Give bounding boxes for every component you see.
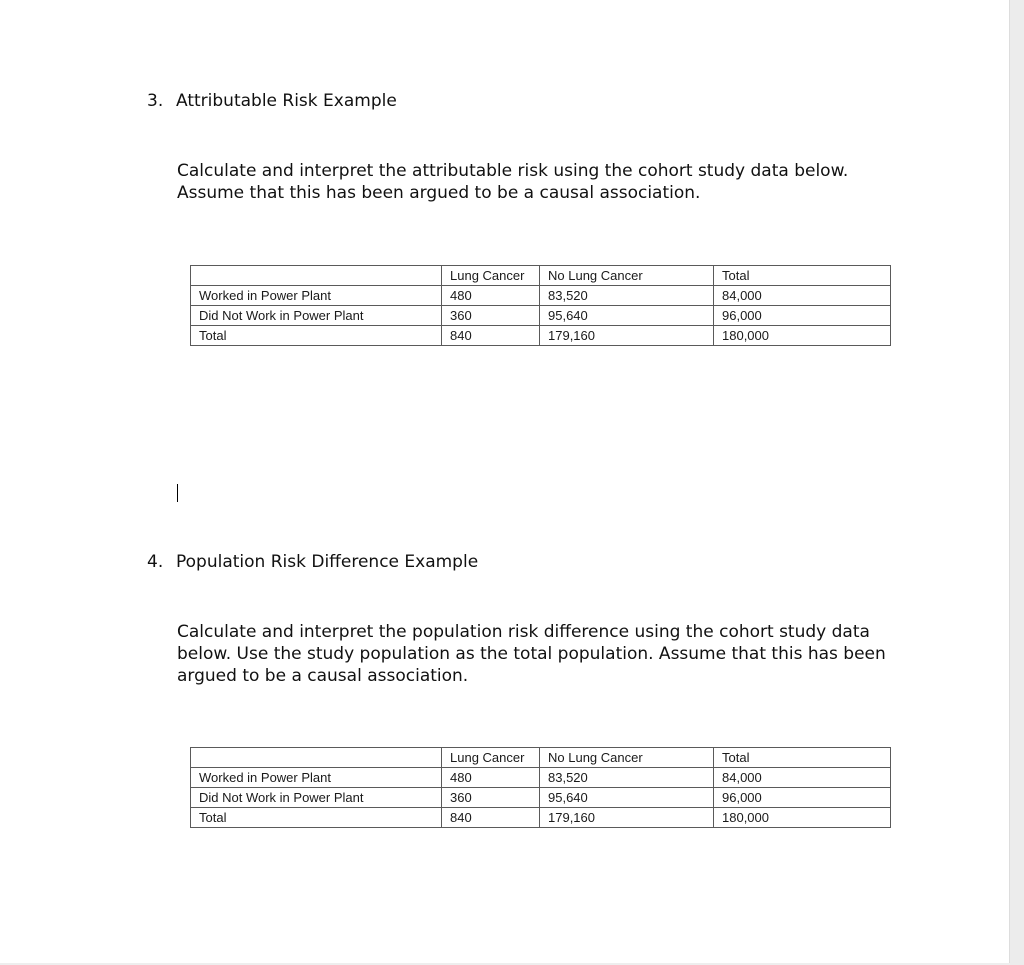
section-4-heading — [147, 551, 478, 573]
section-3-instruction-line: Calculate and interpret the attributable risk using the cohort study data below. — [177, 161, 849, 181]
section-3-heading — [147, 90, 397, 112]
section-4-number: 4. — [147, 552, 164, 572]
table-header-cell: Total — [714, 266, 891, 286]
table-header-cell: Lung Cancer — [442, 748, 540, 768]
table-cell: 96,000 — [714, 306, 891, 326]
section-3-title: Attributable Risk Example — [176, 91, 397, 111]
table-cell: 360 — [442, 306, 540, 326]
table-cell: Worked in Power Plant — [191, 768, 442, 788]
table-cell: 180,000 — [714, 808, 891, 828]
section-4-table — [190, 747, 891, 828]
table-header-row — [191, 266, 891, 286]
section-4-instructions — [177, 621, 886, 687]
table-cell: 84,000 — [714, 286, 891, 306]
table-cell: 84,000 — [714, 768, 891, 788]
table-header-cell — [191, 748, 442, 768]
table-header-cell: Total — [714, 748, 891, 768]
table-cell: 96,000 — [714, 788, 891, 808]
table-cell: 180,000 — [714, 326, 891, 346]
section-3-instructions — [177, 160, 848, 204]
table-cell: 179,160 — [540, 808, 714, 828]
section-3-number: 3. — [147, 91, 164, 111]
table-header-cell: No Lung Cancer — [540, 266, 714, 286]
table-row — [191, 808, 891, 828]
table-cell: 83,520 — [540, 768, 714, 788]
table-row — [191, 768, 891, 788]
table-cell: Total — [191, 808, 442, 828]
table-cell: Total — [191, 326, 442, 346]
table-row — [191, 306, 891, 326]
table-cell: 83,520 — [540, 286, 714, 306]
section-4-title: Population Risk Difference Example — [176, 552, 479, 572]
table-cell: 840 — [442, 326, 540, 346]
section-4-instruction-line: below. Use the study population as the total population. Assume that this has been — [177, 644, 886, 664]
text-cursor[interactable] — [177, 484, 178, 502]
table-cell: 95,640 — [540, 788, 714, 808]
table-cell: Did Not Work in Power Plant — [191, 306, 442, 326]
section-3-instruction-line: Assume that this has been argued to be a causal association. — [177, 183, 701, 203]
table-header-row — [191, 748, 891, 768]
table-cell: 840 — [442, 808, 540, 828]
table-cell: 480 — [442, 286, 540, 306]
table-row — [191, 286, 891, 306]
table-cell: 179,160 — [540, 326, 714, 346]
table-cell: 480 — [442, 768, 540, 788]
table-cell: Worked in Power Plant — [191, 286, 442, 306]
table-row — [191, 788, 891, 808]
table-row — [191, 326, 891, 346]
table-header-cell — [191, 266, 442, 286]
section-3-table — [190, 265, 891, 346]
table-header-cell: No Lung Cancer — [540, 748, 714, 768]
page-right-edge — [1009, 0, 1024, 965]
table-cell: 95,640 — [540, 306, 714, 326]
table-cell: Did Not Work in Power Plant — [191, 788, 442, 808]
table-cell: 360 — [442, 788, 540, 808]
section-4-instruction-line: argued to be a causal association. — [177, 666, 469, 686]
table-header-cell: Lung Cancer — [442, 266, 540, 286]
section-4-instruction-line: Calculate and interpret the population risk difference using the cohort study data — [177, 622, 870, 642]
